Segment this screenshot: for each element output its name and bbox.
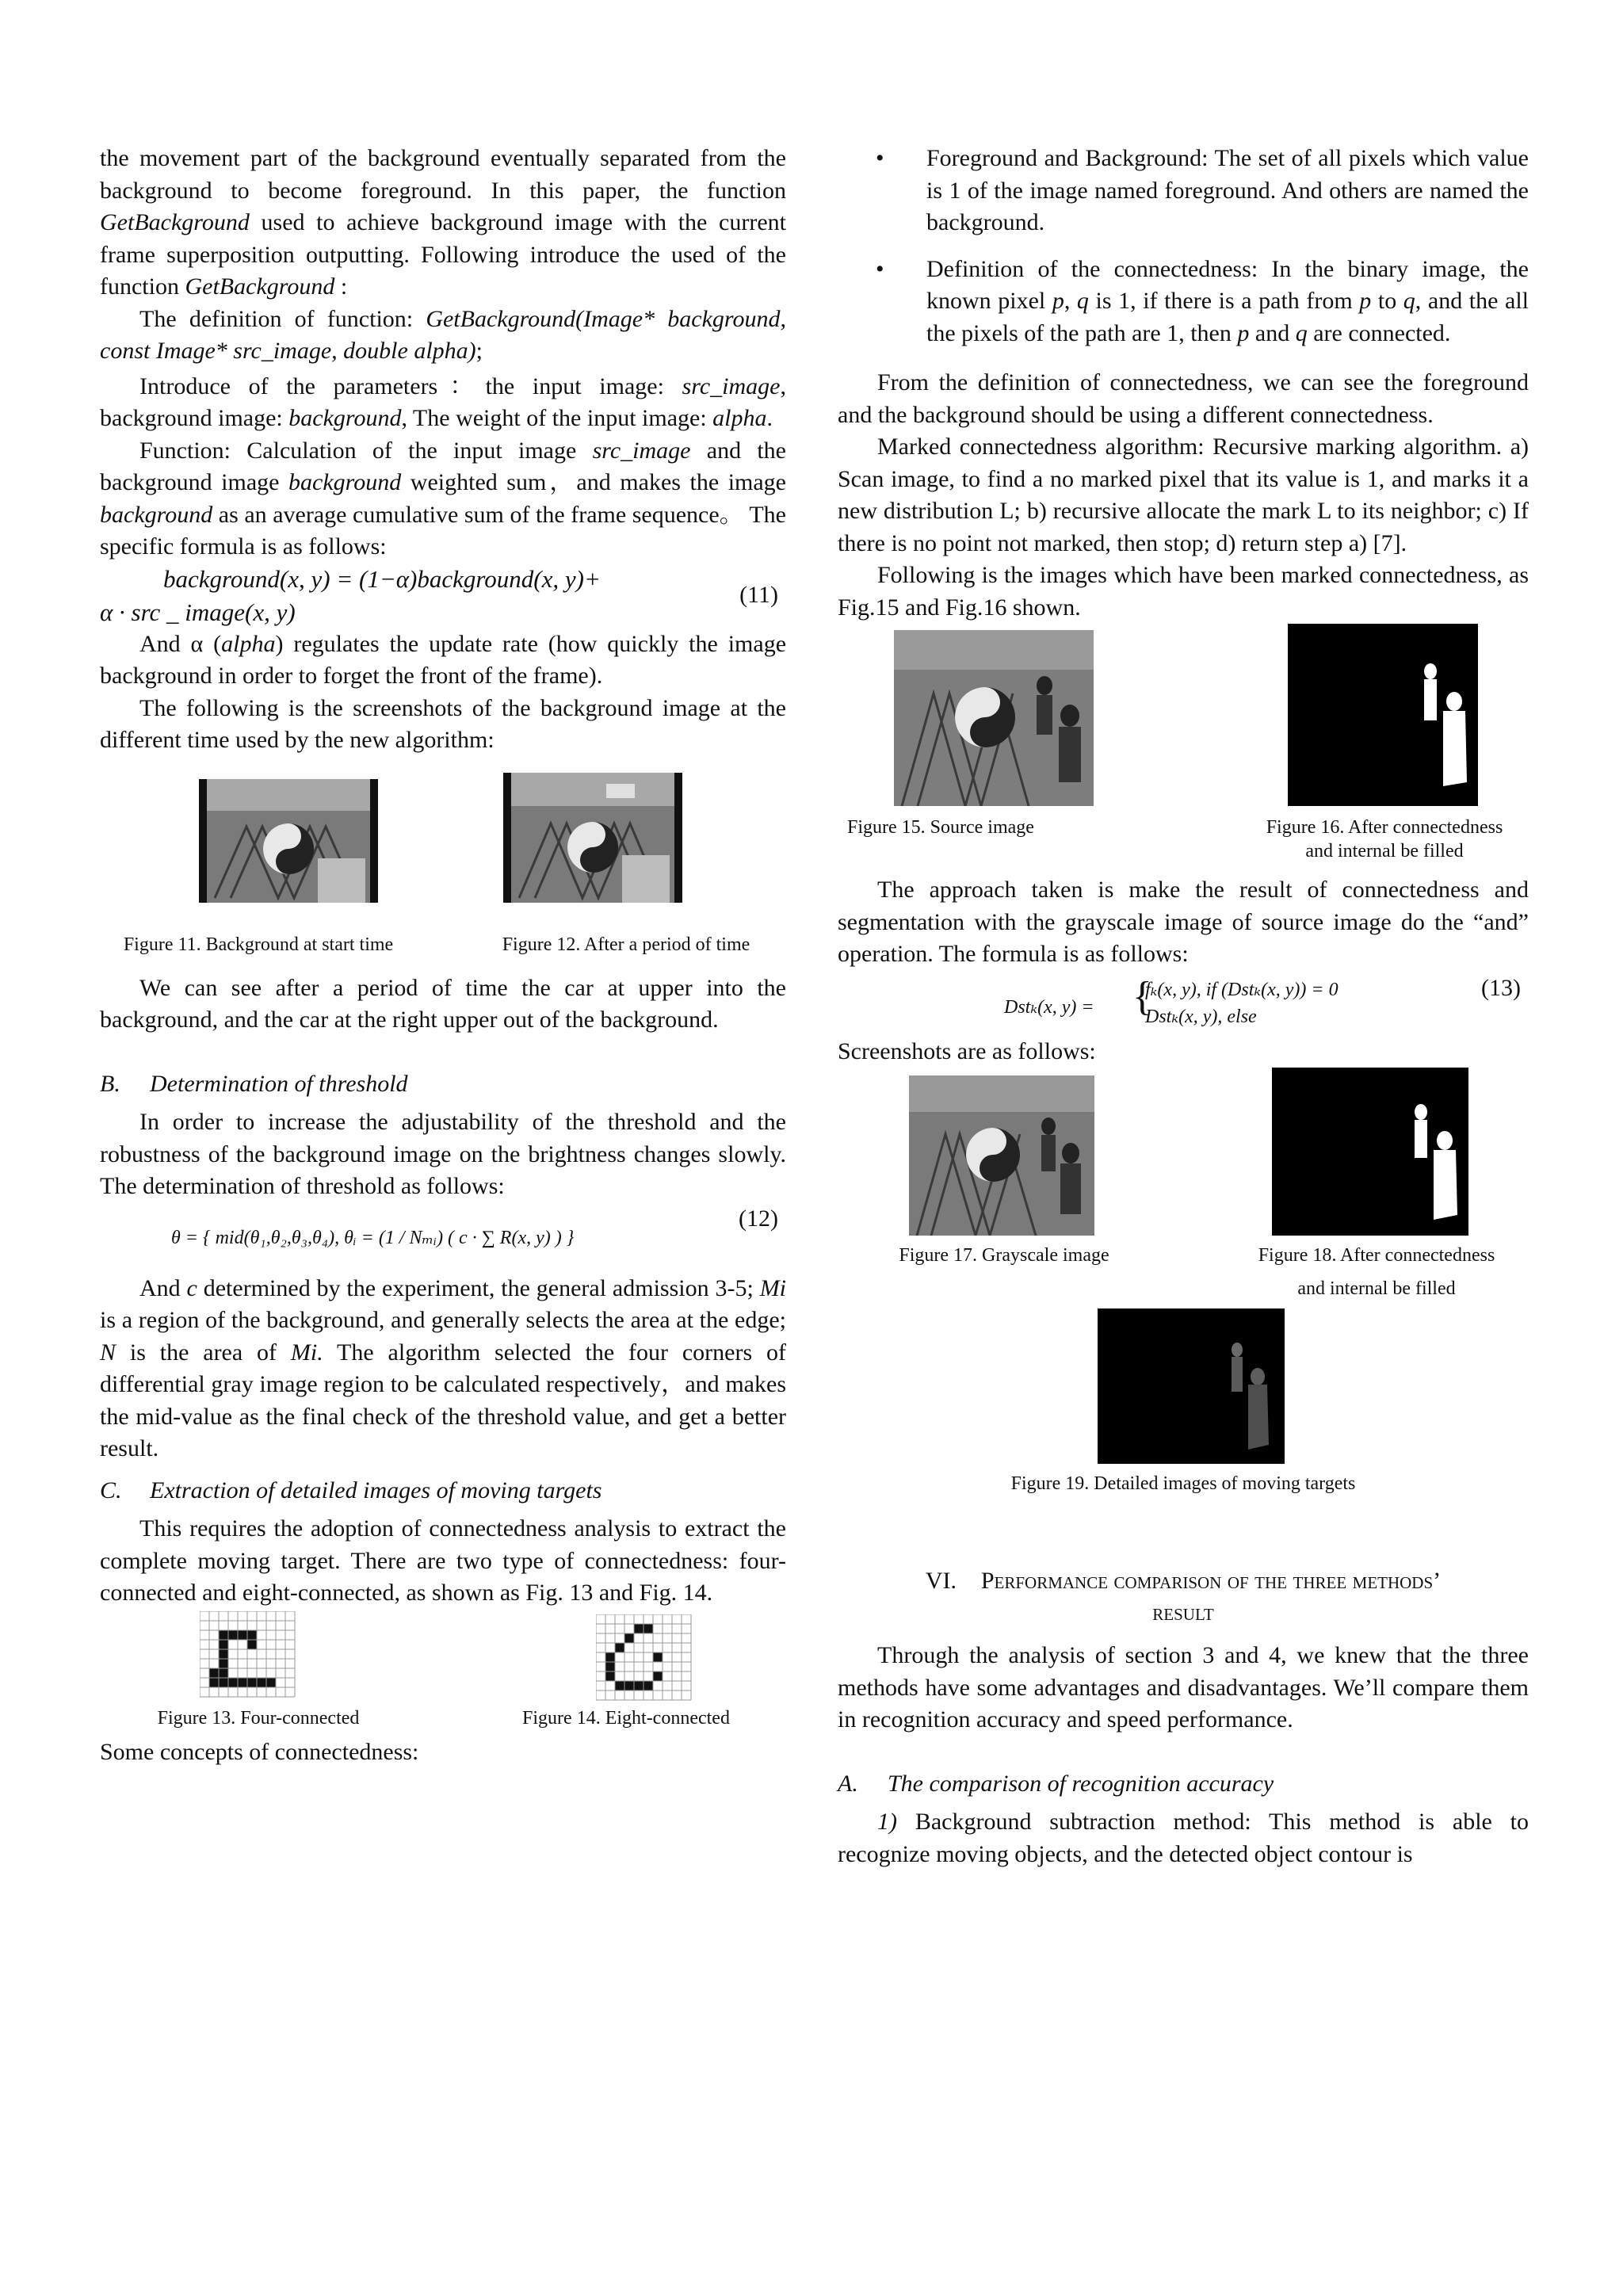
binary-silhouette-image: [1272, 1068, 1468, 1236]
right-column: [838, 143, 1529, 1870]
figure-row-19: [838, 1308, 1529, 1507]
figure-17-image: [909, 1075, 1094, 1236]
gate-scene-image: [199, 779, 378, 903]
figure-17-caption: Figure 17. Grayscale image: [899, 1245, 1109, 1266]
paragraph: We can see after a period of time the car at upper into the background, and the car at the right upper out of the background.: [100, 974, 786, 1033]
figure-18-caption: Figure 18. After connectedness and internal be filled: [1258, 1245, 1495, 1299]
paragraph: And α (alpha) regulates the update rate (how quickly the image background in order to forget the front of the frame).: [100, 630, 787, 689]
bullet-text: Foreground and Background: The set of all pixels which value is 1 of the image named foreground. And others are named the background.: [926, 145, 1529, 235]
list-label: 1): [877, 1809, 897, 1835]
paragraph: And c determined by the experiment, the general admission 3-5; Mi is a region of the background, and generally selects the area at the edge; N is the area of Mi. The algorithm selected the four corners of differential gray image region to be calculated respectively，and makes the mid-value as the final check of the threshold value, and get a better result.: [100, 1274, 787, 1461]
paragraph-text: Background subtraction method: This method is able to recognize moving objects, and the detected object contour is: [838, 1809, 1529, 1867]
detailed-target-image: [1098, 1308, 1285, 1464]
equation-number: (13): [1481, 974, 1521, 1001]
bullet-item: • Foreground and Background: The set of all pixels which value is 1 of the image named foreground. And others are named the background.: [838, 143, 1529, 239]
equation-number: (12): [739, 1205, 778, 1232]
eight-connected-grid: [596, 1614, 693, 1703]
figure-15-caption: Figure 15. Source image: [847, 817, 1034, 838]
figure-row-17-18: [838, 1068, 1529, 1308]
equation-11: [100, 563, 786, 628]
figure-row-11-12: [100, 757, 786, 963]
equation-case-2: Dstₖ(x, y), else: [1145, 1006, 1257, 1027]
paragraph: Introduce of the parameters：the input image: src_image, background image: background, The weight of the input image: alpha.: [100, 372, 786, 431]
section-title-cont: result: [1152, 1599, 1214, 1626]
figure-19-image: [1098, 1308, 1285, 1464]
section-heading-c: [100, 1475, 786, 1507]
paragraph: Function: Calculation of the input image src_image and the background image background weighted sum，and makes the image background as an average cumulative sum of the frame sequence。 The specific formula is as follows:: [100, 437, 786, 560]
paragraph: The following is the screenshots of the background image at the different time used by the new algorithm:: [100, 694, 786, 753]
bullet-text: Definition of the connectedness: In the binary image, the known pixel p, q is 1, if there is a path from p to q, and the all the pixels of the path are 1, then p and q are connected.: [926, 255, 1529, 346]
section-label: A.: [838, 1770, 858, 1797]
section-heading-a: [838, 1768, 1529, 1801]
section-title: The comparison of recognition accuracy: [888, 1770, 1274, 1797]
section-label: B.: [100, 1070, 120, 1097]
paragraph: [838, 1806, 1529, 1870]
figure-11-caption: Figure 11. Background at start time: [123, 934, 394, 955]
section-title: Determination of threshold: [150, 1070, 408, 1097]
paragraph: Screenshots are as follows:: [838, 1037, 1096, 1064]
figure-16-image: [1288, 624, 1478, 806]
paragraph: The approach taken is make the result of connectedness and segmentation with the grayscale image of source image do the “and” operation. The formula is as follows:: [838, 877, 1529, 967]
paragraph: The definition of function: GetBackground(Image* background, const Image* src_image, double alpha);: [100, 305, 786, 364]
section-heading-vi: [838, 1565, 1529, 1629]
figure-11-image: [199, 779, 378, 903]
section-heading-b: [100, 1068, 786, 1101]
paragraph: From the definition of connectedness, we can see the foreground and the background should be using a different connectedness.: [838, 369, 1529, 428]
figure-15-image: [894, 630, 1094, 806]
figure-19-caption: Figure 19. Detailed images of moving targets: [1010, 1473, 1356, 1494]
figure-12-caption: Figure 12. After a period of time: [502, 934, 750, 955]
equation-13: Dstₖ(x, y) = { fₖ(x, y), if (Dstₖ(x, y)) = 0 Dstₖ(x, y), else (13): [838, 971, 1529, 1036]
figure-row-13-14: [100, 1610, 786, 1736]
four-connected-grid: [200, 1611, 296, 1700]
section-title: Extraction of detailed images of moving targets: [150, 1477, 602, 1503]
paragraph: the movement part of the background eventually separated from the background to become foreground. In this paper, the function GetBackground used to achieve background image with the current frame superposition outputting. Following introduce the used of the function GetBackground :: [100, 145, 786, 300]
paragraph: Through the analysis of section 3 and 4, we knew that the three methods have some advantages and disadvantages. We’ll compare them in recognition accuracy and speed performance.: [838, 1642, 1529, 1733]
figure-row-15-16: [838, 624, 1529, 874]
bullet-item: • Definition of the connectedness: In the binary image, the known pixel p, q is 1, if there is a path from p to q, and the all the pixels of the path are 1, then p and q are connected.: [838, 254, 1529, 350]
paragraph: Some concepts of connectedness:: [100, 1738, 419, 1765]
equation-line: background(x, y) = (1−α)background(x, y)+: [163, 564, 601, 593]
paragraph: In order to increase the adjustability of the threshold and the robustness of the background image on the brightness changes slowly. The determination of threshold as follows:: [100, 1109, 786, 1199]
equation-case-1: fₖ(x, y), if (Dstₖ(x, y)) = 0: [1145, 979, 1338, 1000]
source-scene-image: [894, 630, 1094, 806]
figure-16-caption: Figure 16. After connectedness and internal be filled: [1266, 817, 1503, 861]
section-title: Performance comparison of the three methods’: [980, 1568, 1442, 1594]
equation-number: (11): [739, 581, 778, 608]
paragraph: Following is the images which have been marked connectedness, as Fig.15 and Fig.16 shown.: [838, 562, 1529, 621]
figure-18-image: [1272, 1068, 1468, 1236]
paragraph: Marked connectedness algorithm: Recursive marking algorithm. a) Scan image, to find a no marked pixel that its value is 1, and marks it a new distribution L; b) recursive allocate the mark L to its neighbor; c) If there is no point not marked, then stop; d) return step a) [7].: [838, 434, 1529, 556]
binary-silhouette-image: [1288, 624, 1478, 806]
equation-line: α · src _ image(x, y): [100, 598, 296, 626]
equation-12: [100, 1203, 786, 1273]
left-column: [100, 143, 786, 1768]
paragraph: This requires the adoption of connectedness analysis to extract the complete moving target. There are two type of connectedness: four-connected and eight-connected, as shown as Fig. 13 and Fig. 14.: [100, 1515, 786, 1606]
gate-scene-image: [503, 773, 682, 903]
figure-14-caption: Figure 14. Eight-connected: [522, 1707, 730, 1729]
section-label: C.: [100, 1477, 122, 1503]
figure-13-caption: Figure 13. Four-connected: [157, 1707, 360, 1729]
grayscale-scene-image: [909, 1075, 1094, 1236]
figure-12-image: [503, 773, 682, 903]
section-number: VI.: [925, 1568, 957, 1594]
equation-line: θ = { mid(θ₁,θ₂,θ₃,θ₄), θᵢ = (1 / Nₘᵢ) ( c · ∑ R(x, y) ) }: [171, 1227, 575, 1248]
equation-lhs: Dstₖ(x, y) =: [1004, 996, 1094, 1018]
